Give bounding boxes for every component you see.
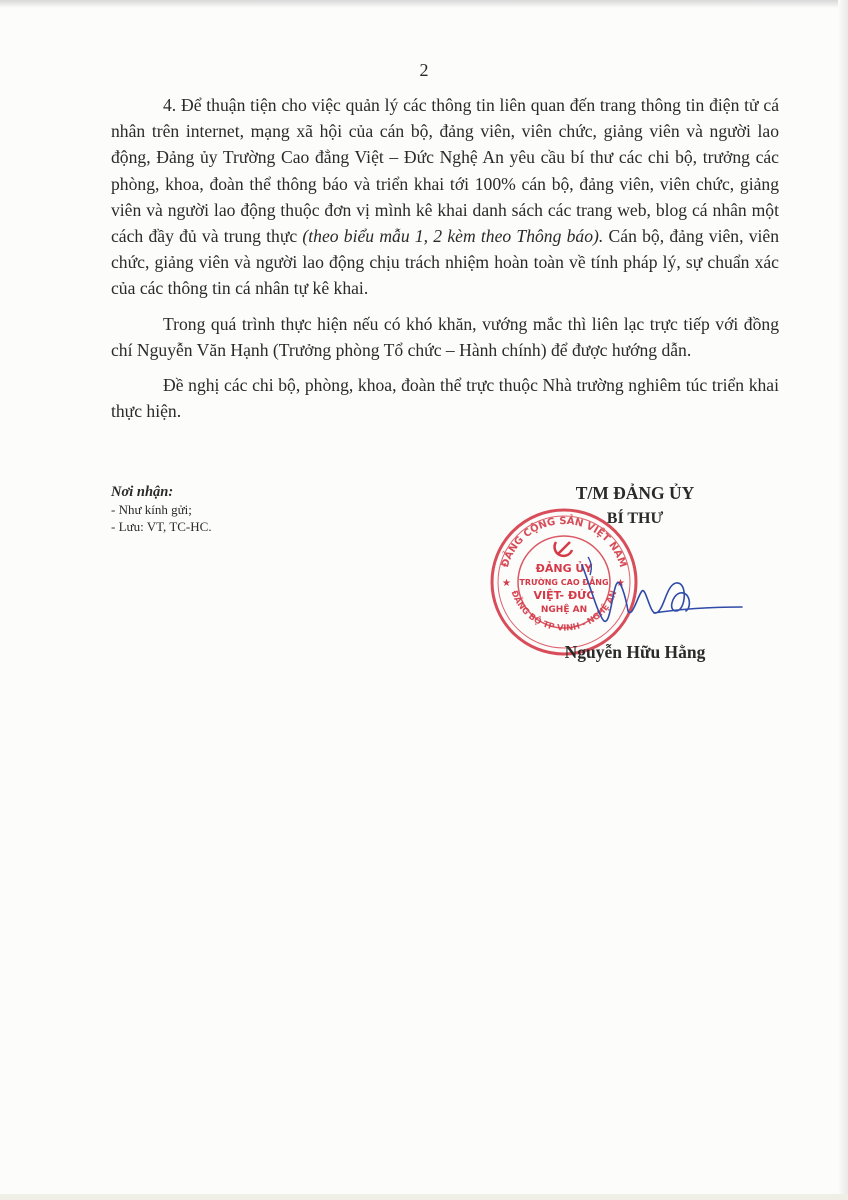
paragraph-item-4 [111, 92, 779, 302]
recipients-label: Nơi nhận: [111, 484, 174, 500]
seal-bottom-text: ĐẢNG BỘ TP VINH - NGHỆ AN [508, 589, 620, 634]
seal-line-4: NGHỆ AN [540, 605, 588, 615]
seal-line-1: ĐẢNG ỦY [535, 562, 593, 575]
recipients-block [111, 484, 371, 535]
page-number: 2 [419, 60, 429, 80]
paragraph-request: Đề nghị các chi bộ, phòng, khoa, đoàn thể trực thuộc Nhà trường nghiêm túc triển khai thực hiện. [111, 375, 779, 422]
signatory-name: Nguyễn Hữu Hằng [564, 642, 706, 662]
seal-ring-text: ĐẢNG CỘNG SẢN VIỆT NAM [499, 515, 629, 569]
seal-line-2: TRƯỜNG CAO ĐẲNG [519, 578, 609, 587]
scan-edge-right [838, 0, 848, 1200]
paragraph-contact: Trong quá trình thực hiện nếu có khó khăn, vướng mắc thì liên lạc trực tiếp với đồng chí Nguyễn Văn Hạnh (Trưởng phòng Tổ chức – Hành chính) để được hướng dẫn. [111, 313, 779, 360]
paragraph-item-4-tail: Cán bộ, đảng viên, viên chức, giảng viên và người lao động chịu trách nhiệm hoàn toàn về tính pháp lý, sự chuẩn xác của các thông tin cá nhân tự kê khai. [111, 226, 779, 299]
paragraph-item-4-text: 4. Để thuận tiện cho việc quản lý các thông tin liên quan đến trang thông tin điện tử cá nhân trên internet, mạng xã hội của cán bộ, đảng viên, viên chức, giảng viên và người lao động, Đảng ủy Trường Cao đẳng Việt – Đức Nghệ An yêu cầu bí thư các chi bộ, trưởng các phòng, khoa, đoàn thể thông báo và triển khai tới 100% cán bộ, đảng viên, viên chức, giảng viên và người lao động thuộc đơn vị mình kê khai danh sách các trang web, blog cá nhân một cách đầy đủ và trung thực [111, 95, 779, 247]
recipient-item: - Như kính gửi; [111, 502, 192, 517]
seal-line-3: VIỆT- ĐỨC [533, 589, 595, 602]
document-body [111, 92, 779, 433]
seal-star-left-icon: ★ [502, 578, 511, 589]
hammer-sickle-icon [555, 542, 572, 556]
recipient-item: - Lưu: VT, TC-HC. [111, 519, 212, 534]
scan-edge-top [0, 0, 848, 8]
signature-subtitle: BÍ THƯ [606, 510, 664, 527]
paragraph-item-4-italic-reference: (theo biểu mẫu 1, 2 kèm theo Thông báo). [302, 226, 604, 247]
scan-edge-bottom [0, 1194, 848, 1200]
seal-star-right-icon: ★ [616, 578, 625, 589]
signature-title: T/M ĐẢNG ỦY [575, 483, 695, 503]
handwritten-signature [580, 555, 745, 635]
